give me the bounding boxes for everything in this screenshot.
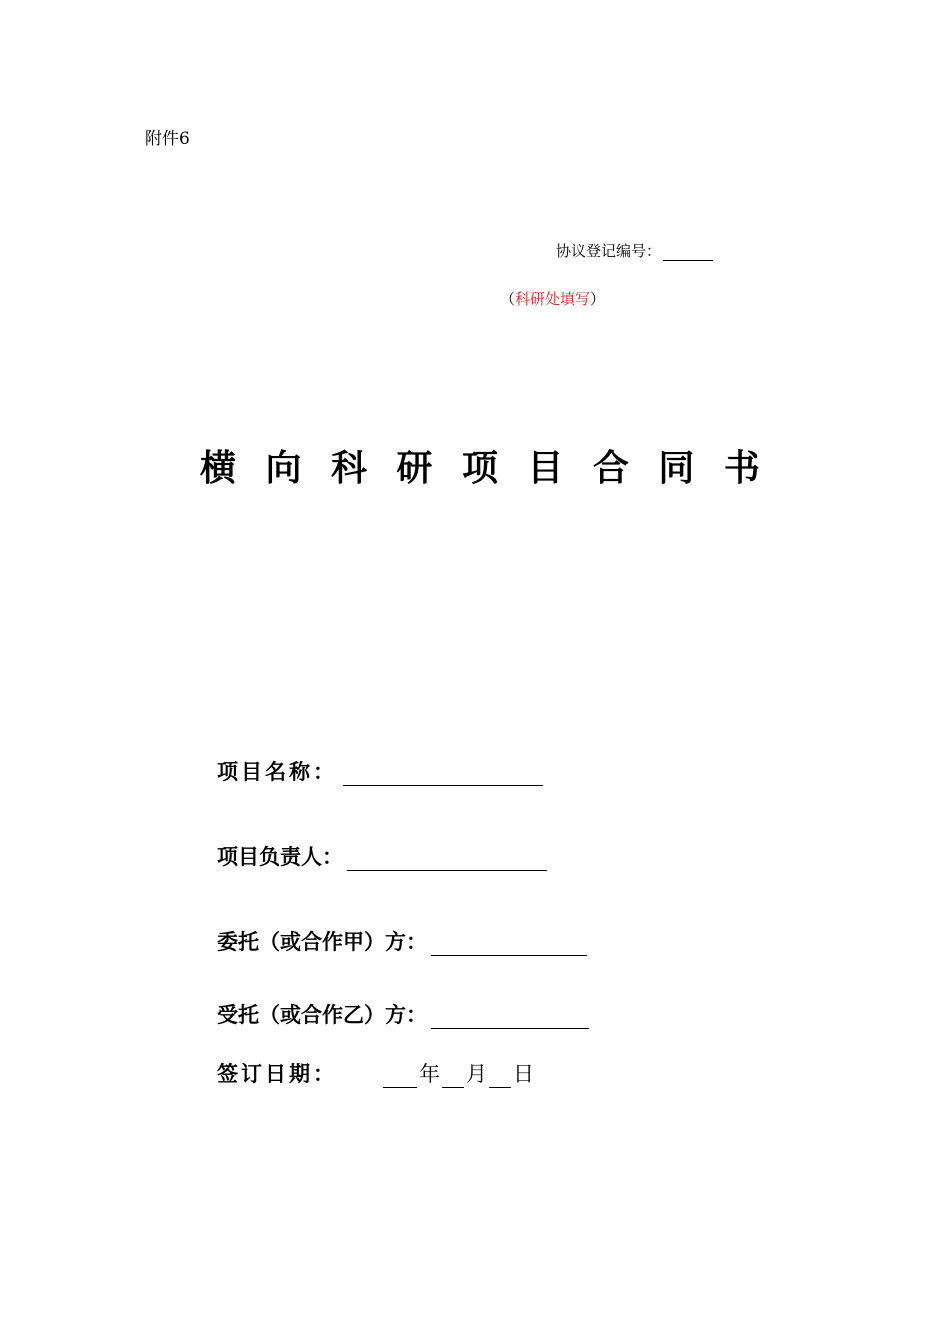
day-blank[interactable] [489,1063,511,1088]
title-char: 合 [592,448,629,489]
project-leader-label: 项目负责人： [217,845,343,869]
document-title [200,440,760,491]
client-blank[interactable] [431,931,587,956]
project-name-blank[interactable] [343,761,543,786]
year-unit: 年 [419,1062,440,1086]
title-char: 科 [330,448,367,489]
title-char: 目 [527,448,564,489]
project-name-row [217,756,543,786]
contractor-label: 受托（或合作乙）方： [217,1003,427,1027]
year-blank[interactable] [383,1063,417,1088]
note-open-paren: （ [500,290,516,308]
sign-date-row [217,1058,534,1088]
contractor-blank[interactable] [431,1004,589,1029]
title-char: 书 [723,448,760,489]
title-char: 项 [461,448,498,489]
registration-number-label: 协议登记编号： [556,242,662,260]
client-row [217,926,587,956]
client-label: 委托（或合作甲）方： [217,930,427,954]
month-unit: 月 [466,1062,487,1086]
project-leader-blank[interactable] [347,846,547,871]
attachment-label: 附件6 [145,129,190,149]
project-leader-row [217,841,547,871]
title-char: 研 [396,448,433,489]
registration-note [500,288,605,309]
day-unit: 日 [513,1062,534,1086]
registration-number-row [556,240,713,261]
note-close-paren: ） [590,290,606,308]
title-char: 横 [200,448,237,489]
title-char: 同 [658,448,695,489]
note-text: 科研处填写 [515,290,591,308]
registration-number-blank[interactable] [663,243,713,261]
sign-date-label: 签订日期： [217,1062,337,1086]
contractor-row [217,999,589,1029]
project-name-label: 项目名称： [217,760,337,784]
title-char: 向 [265,448,302,489]
month-blank[interactable] [442,1063,464,1088]
